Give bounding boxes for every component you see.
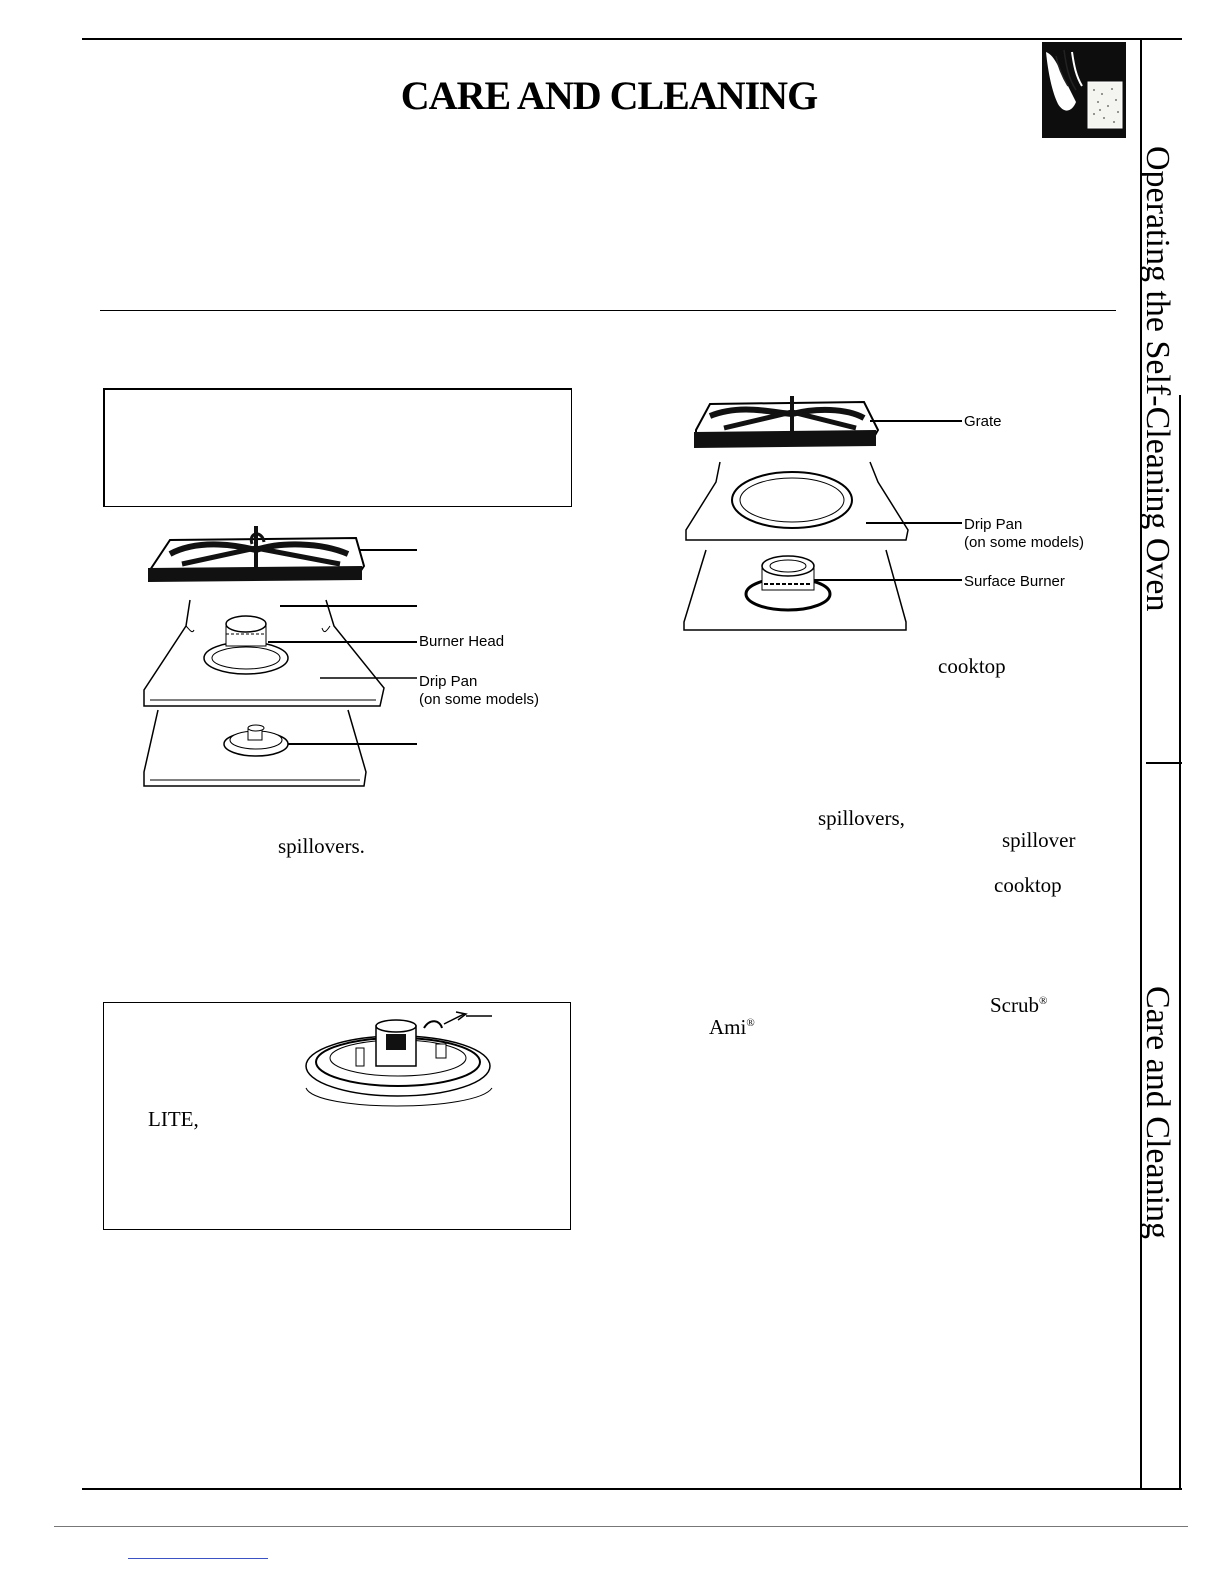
section-rule (100, 310, 1116, 311)
label-drip-pan-note-right: (on some models) (964, 534, 1085, 551)
sidebar-tab-care-cleaning[interactable]: Care and Cleaning (1139, 986, 1176, 1240)
text-cooktop-2: cooktop (994, 873, 1062, 897)
sidebar-right-rule (1179, 395, 1181, 1490)
surface-burner-figure (680, 390, 1120, 640)
label-grate: Grate (964, 413, 1002, 430)
label-drip-pan-left: Drip Pan (419, 673, 478, 690)
footer-link-underline[interactable] (128, 1558, 268, 1559)
label-drip-pan-note-left: (on some models) (419, 691, 540, 708)
text-cooktop-1: cooktop (938, 654, 1006, 678)
top-rule (82, 38, 1182, 40)
label-burner-head: Burner Head (419, 633, 505, 650)
text-ami: Ami® (709, 1015, 755, 1039)
text-lite: LITE, (148, 1107, 199, 1131)
bottom-rule (82, 1488, 1182, 1490)
hand-sponge-icon (1042, 42, 1126, 138)
label-surface-burner: Surface Burner (964, 573, 1065, 590)
burner-assembly-figure (130, 520, 560, 800)
footer-rule (54, 1526, 1188, 1527)
sidebar-tab-operating-oven[interactable]: Operating the Self-Cleaning Oven (1139, 146, 1176, 612)
text-scrub: Scrub® (990, 993, 1048, 1017)
text-spillovers-left: spillovers. (278, 834, 365, 858)
burner-base-illustration (296, 1008, 506, 1112)
label-drip-pan-right: Drip Pan (964, 516, 1023, 533)
page-title: CARE AND CLEANING (400, 73, 818, 118)
notice-box (103, 388, 572, 507)
text-spillovers-right: spillovers, (818, 806, 905, 830)
text-spillover: spillover (1002, 828, 1076, 852)
sidebar-divider (1146, 762, 1182, 764)
